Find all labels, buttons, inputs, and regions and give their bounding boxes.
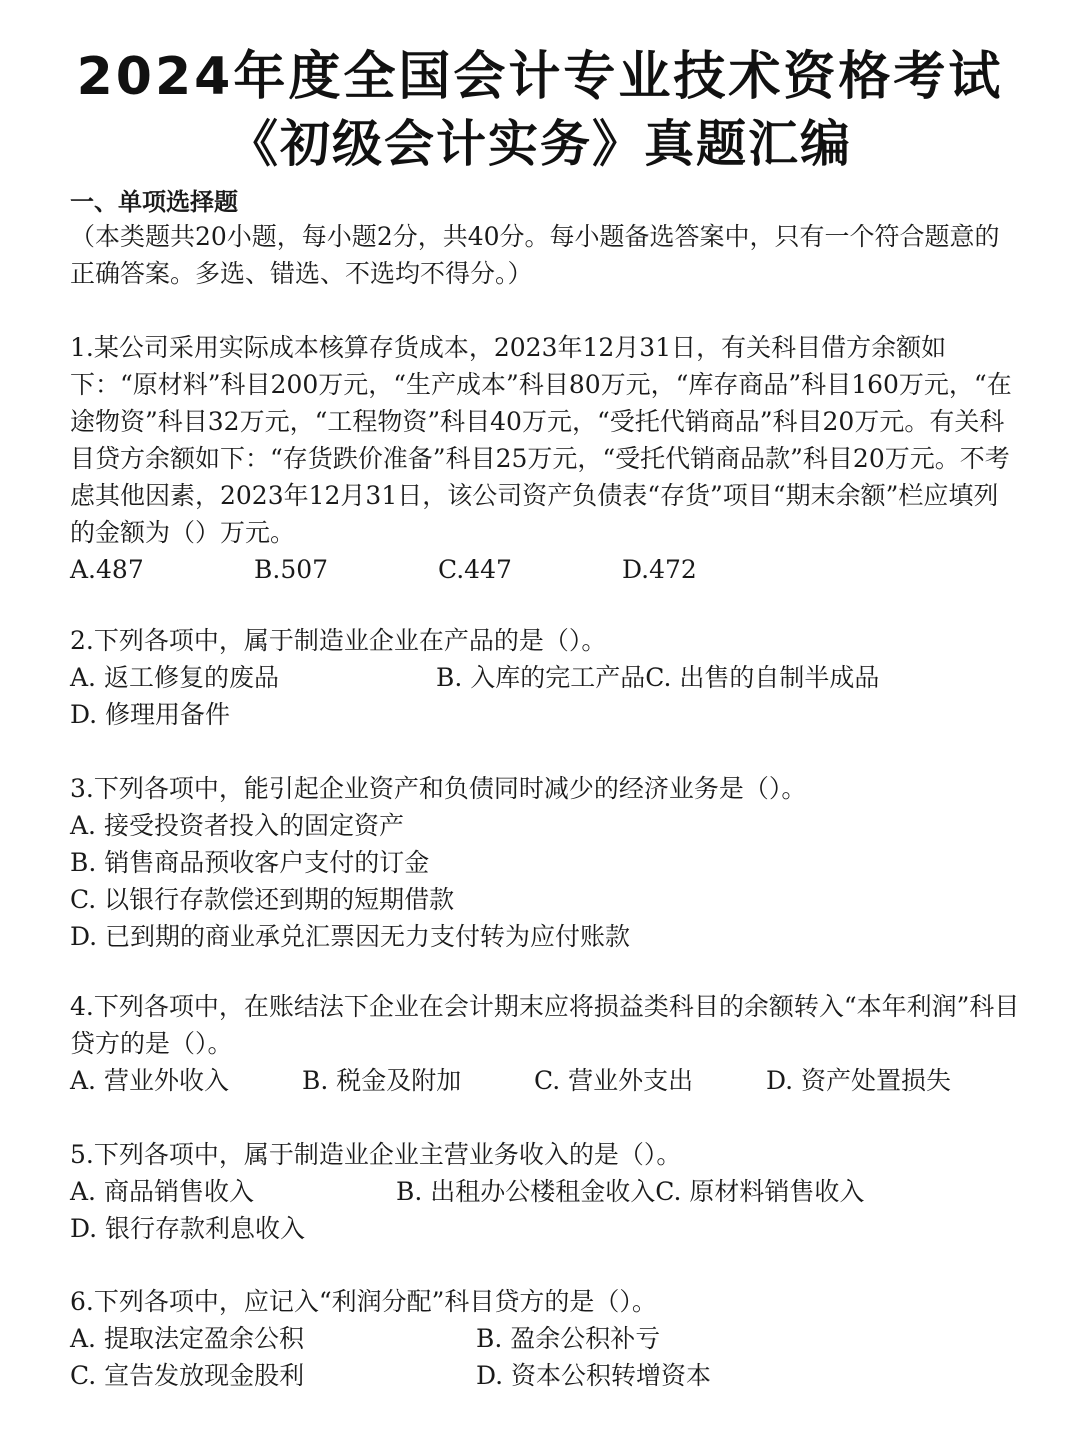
- option-d: D. 已到期的商业承兑汇票因无力支付转为应付账款: [70, 922, 631, 951]
- question-stem: 2.下列各项中，属于制造业企业在产品的是（）。: [70, 626, 607, 655]
- question-2: [70, 622, 1020, 733]
- option-c: C. 以银行存款偿还到期的短期借款: [70, 885, 455, 914]
- option-b: B.507: [254, 555, 329, 584]
- option-c: C.447: [438, 555, 512, 584]
- question-options: [70, 551, 1020, 588]
- option-c: C. 原材料销售收入: [655, 1177, 865, 1206]
- section-heading: 一、单项选择题: [70, 188, 238, 216]
- question-options: [70, 807, 1020, 955]
- section-instructions: （本类题共20小题，每小题2分，共40分。每小题备选答案中，只有一个符合题意的正确答案。多选、错选、不选均不得分。）: [70, 222, 1000, 288]
- question-options: [70, 1062, 1020, 1099]
- option-b: B. 盈余公积补亏: [476, 1324, 661, 1353]
- option-d: D. 资本公积转增资本: [476, 1361, 712, 1390]
- option-b: B. 销售商品预收客户支付的订金: [70, 848, 430, 877]
- question-4: [70, 988, 1020, 1099]
- option-b: B. 出租办公楼租金收入: [396, 1177, 656, 1206]
- question-3: [70, 770, 1020, 955]
- question-5: [70, 1136, 1020, 1247]
- question-6: [70, 1283, 1020, 1394]
- option-a: A. 提取法定盈余公积: [70, 1324, 304, 1353]
- question-options: [70, 1173, 1020, 1247]
- question-stem: 6.下列各项中，应记入“利润分配”科目贷方的是（）。: [70, 1287, 657, 1316]
- option-a: A.487: [70, 555, 144, 584]
- question-stem: 1.某公司采用实际成本核算存货成本，2023年12月31日，有关科目借方余额如下：“原材料”科目200万元，“生产成本”科目80万元，“库存商品”科目160万元，“在途物资”科目32万元，“工程物资”科目40万元，“受托代销商品”科目20万元。有关科目贷方余额如下：“存货跌价准备”科目25万元，“受托代销商品款”科目20万元。不考虑其他因素，2023年12月31日，该公司资产负债表“存货”项目“期末余额”栏应填列的金额为（）万元。: [70, 333, 1012, 547]
- question-stem: 5.下列各项中，属于制造业企业主营业务收入的是（）。: [70, 1140, 682, 1169]
- document-title: 2024年度全国会计专业技术资格考试: [76, 47, 1004, 107]
- option-d: D. 资产处置损失: [766, 1066, 952, 1095]
- option-c: C. 营业外支出: [534, 1066, 694, 1095]
- option-a: A. 营业外收入: [70, 1066, 229, 1095]
- option-c: C. 宣告发放现金股利: [70, 1361, 305, 1390]
- option-b: B. 入库的完工产品: [436, 663, 646, 692]
- option-d: D.472: [622, 555, 697, 584]
- question-stem: 4.下列各项中，在账结法下企业在会计期末应将损益类科目的余额转入“本年利润”科目贷方的是（）。: [70, 992, 1020, 1058]
- option-a: A. 返工修复的废品: [70, 663, 279, 692]
- question-options: [70, 659, 1020, 733]
- option-d: D. 修理用备件: [70, 700, 231, 729]
- option-a: A. 商品销售收入: [70, 1177, 254, 1206]
- question-stem: 3.下列各项中，能引起企业资产和负债同时减少的经济业务是（）。: [70, 774, 807, 803]
- document-subtitle: 《初级会计实务》真题汇编: [228, 115, 852, 173]
- question-1: [70, 329, 1020, 588]
- option-a: A. 接受投资者投入的固定资产: [70, 811, 404, 840]
- option-d: D. 银行存款利息收入: [70, 1214, 306, 1243]
- option-c: C. 出售的自制半成品: [645, 663, 880, 692]
- question-options: [70, 1320, 1020, 1394]
- option-b: B. 税金及附加: [302, 1066, 462, 1095]
